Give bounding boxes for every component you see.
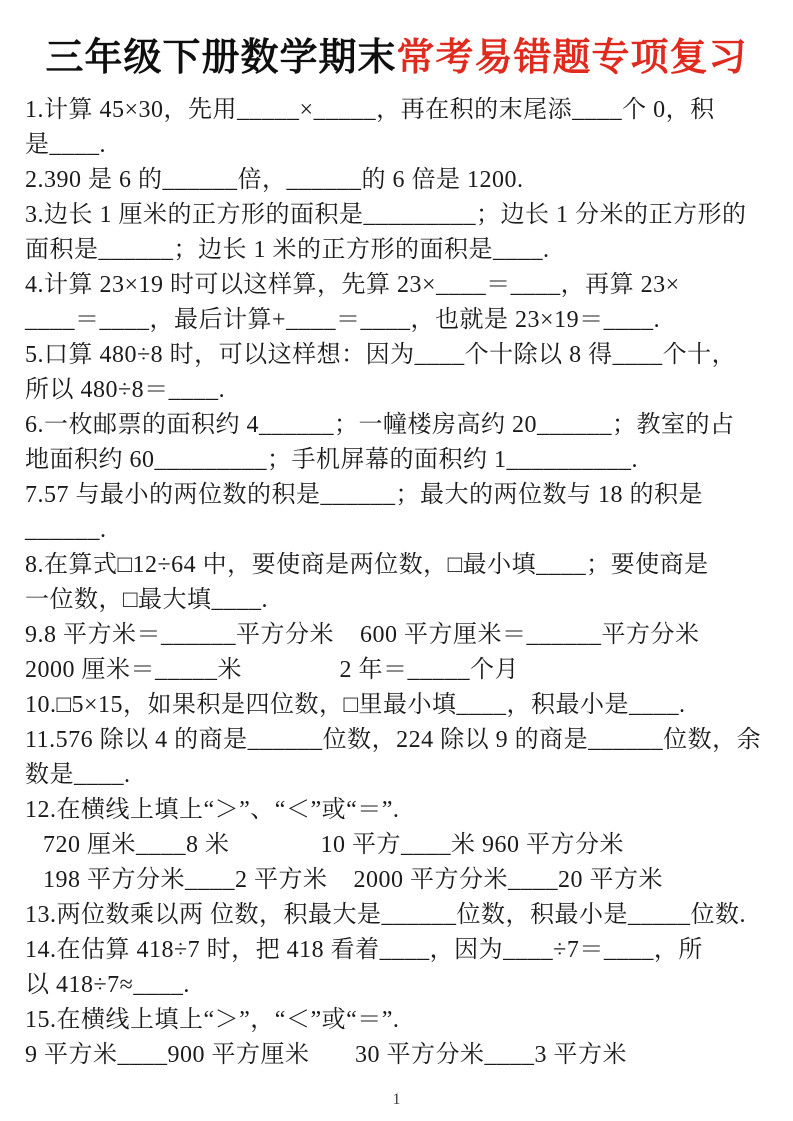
question-line: 是____. xyxy=(25,132,106,158)
question-line: 4.计算 23×19 时可以这样算，先算 23×____＝____，再算 23× xyxy=(25,272,680,298)
question-line: 一位数，□最大填____. xyxy=(25,587,268,613)
question-line: 8.在算式□12÷64 中，要使商是两位数，□最小填____；要使商是 xyxy=(25,552,709,578)
question-line: 5.口算 480÷8 时，可以这样想：因为____个十除以 8 得____个十， xyxy=(25,342,737,368)
question-line: 数是____. xyxy=(25,762,131,788)
worksheet-body xyxy=(0,91,793,1073)
question-line: 7.57 与最小的两位数的积是______；最大的两位数与 18 的积是 xyxy=(25,482,703,508)
question-line: 720 厘米____8 米 10 平方____米 960 平方分米 xyxy=(43,832,624,858)
question-line: 11.576 除以 4 的商是______位数，224 除以 9 的商是______位数，余 xyxy=(25,727,762,753)
question-line: 面积是______；边长 1 米的正方形的面积是____. xyxy=(25,237,550,263)
question-line: 3.边长 1 厘米的正方形的面积是_________；边长 1 分米的正方形的 xyxy=(25,202,747,228)
question-line: 9 平方米____900 平方厘米 30 平方分米____3 平方米 xyxy=(25,1042,627,1068)
question-line: 10.□5×15，如果积是四位数，□里最小填____，积最小是____. xyxy=(25,692,686,718)
question-line: 以 418÷7≈____. xyxy=(25,972,190,998)
question-line: 12.在横线上填上“＞”、“＜”或“＝”. xyxy=(25,797,400,823)
question-line: 地面积约 60_________；手机屏幕的面积约 1__________. xyxy=(25,447,638,473)
question-line: 1.计算 45×30，先用_____×_____，再在积的末尾添____个 0，积 xyxy=(25,97,715,123)
title-black-part: 三年级下册数学期末 xyxy=(45,37,397,79)
question-line: 2000 厘米＝_____米 2 年＝_____个月 xyxy=(25,657,519,683)
page-number: 1 xyxy=(392,1091,401,1108)
question-line: 6.一枚邮票的面积约 4______；一幢楼房高约 20______；教室的占 xyxy=(25,412,735,438)
question-line: ____＝____，最后计算+____＝____，也就是 23×19＝____. xyxy=(25,307,661,333)
question-line: 2.390 是 6 的______倍，______的 6 倍是 1200. xyxy=(25,167,524,193)
page-title xyxy=(10,26,783,81)
title-red-part: 常考易错题专项复习 xyxy=(396,37,748,79)
question-line: 198 平方分米____2 平方米 2000 平方分米____20 平方米 xyxy=(43,867,663,893)
question-line: 14.在估算 418÷7 时，把 418 看着____，因为____÷7＝____，所 xyxy=(25,937,703,963)
question-line: 13.两位数乘以两 位数，积最大是______位数，积最小是_____位数. xyxy=(25,902,746,928)
question-line: 所以 480÷8＝____. xyxy=(25,377,226,403)
question-line: 15.在横线上填上“＞”，“＜”或“＝”. xyxy=(25,1007,400,1033)
question-line: 9.8 平方米＝______平方分米 600 平方厘米＝______平方分米 xyxy=(25,622,700,648)
question-line: ______. xyxy=(25,517,107,543)
